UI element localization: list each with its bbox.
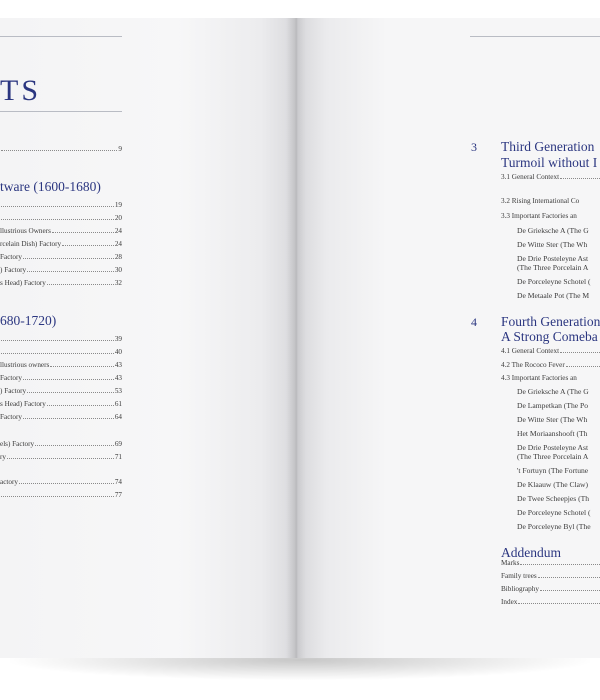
top-rule: [470, 36, 600, 37]
toc-entry: 20: [0, 211, 122, 222]
chapter-number: 4: [471, 315, 477, 329]
toc-entry: 't Fortuyn (The Fortune: [517, 466, 589, 475]
book-spine-gutter: [286, 18, 306, 658]
toc-entry: ) Factory 30: [0, 266, 122, 274]
toc-entry: 4.2 The Rococo Fever: [501, 358, 600, 369]
toc-entry: 3.1 General Context: [501, 170, 600, 181]
left-page: [0, 18, 296, 658]
toc-entry: 3.2 Rising International Co: [501, 197, 580, 205]
addendum-item: Index: [501, 595, 600, 606]
toc-entry: 40: [0, 345, 122, 356]
chapter-number: 3: [471, 140, 477, 154]
toc-entry: De Drie Posteleyne Ast: [517, 254, 589, 263]
chapter-title: Third Generation: [501, 139, 595, 154]
toc-entry: 3.3 Important Factories an: [501, 212, 577, 220]
chapter-title: Fourth Generation: [501, 314, 600, 329]
toc-entry: De Witte Ster (The Wh: [517, 415, 588, 424]
toc-entry: Factory 28: [0, 253, 122, 261]
toc-entry: ) Factory 53: [0, 387, 122, 395]
toc-entry: 4.3 Important Factories an: [501, 374, 577, 382]
chapter-title: A Strong Comeba: [501, 329, 598, 344]
heading-rule: [0, 111, 122, 112]
toc-entry: De Metaale Pot (The M: [517, 291, 590, 300]
addendum-item: Bibliography: [501, 582, 600, 593]
toc-entry: s Head) Factory 32: [0, 279, 122, 287]
toc-entry-intro: 9: [0, 142, 122, 153]
toc-entry: De Grieksche A (The G: [517, 387, 589, 396]
toc-entry: (The Three Porcelain A: [517, 452, 589, 461]
toc-entry: llustrious owners 43: [0, 361, 122, 369]
toc-entry: De Porceleyne Schotel (: [517, 277, 591, 286]
toc-entry: rcelain Dish) Factory 24: [0, 240, 122, 248]
toc-entry: (The Three Porcelain A: [517, 263, 589, 272]
toc-entry: De Porceleyne Schotel (: [517, 508, 591, 517]
section-title-first-generation: tware (1600-1680): [0, 179, 101, 194]
toc-entry: De Klaauw (The Claw): [517, 480, 589, 489]
section-title-second-generation: 680-1720): [0, 313, 57, 328]
toc-entry: s Head) Factory 61: [0, 400, 122, 408]
top-rule: [0, 36, 122, 37]
toc-entry: llustrious Owners 24: [0, 227, 122, 235]
toc-entry: actory 74: [0, 478, 122, 486]
addendum-item: Family trees: [501, 569, 600, 580]
addendum-title: Addendum: [501, 545, 561, 560]
contents-heading: TS: [0, 74, 42, 107]
toc-entry: 4.1 General Context: [501, 344, 600, 355]
toc-entry: De Drie Posteleyne Ast: [517, 443, 589, 452]
toc-entry: De Lampetkan (The Po: [517, 401, 589, 410]
toc-entry: De Grieksche A (The G: [517, 226, 589, 235]
addendum-item: Marks: [501, 556, 600, 567]
chapter-title: Turmoil without I: [501, 155, 598, 170]
toc-entry: 39: [0, 332, 122, 343]
toc-entry: 19: [0, 198, 122, 209]
toc-entry: ry 71: [0, 453, 122, 461]
toc-entry: Factory 43: [0, 374, 122, 382]
toc-entry: De Witte Ster (The Wh: [517, 240, 588, 249]
toc-entry: els) Factory 69: [0, 440, 122, 448]
toc-entry: 77: [0, 488, 122, 499]
right-page: [296, 18, 600, 658]
toc-entry: De Twee Scheepjes (Th: [517, 494, 590, 503]
toc-entry: Het Moriaanshooft (Th: [517, 429, 588, 438]
toc-entry: Factory 64: [0, 413, 122, 421]
toc-entry: De Porceleyne Byl (The: [517, 522, 591, 531]
